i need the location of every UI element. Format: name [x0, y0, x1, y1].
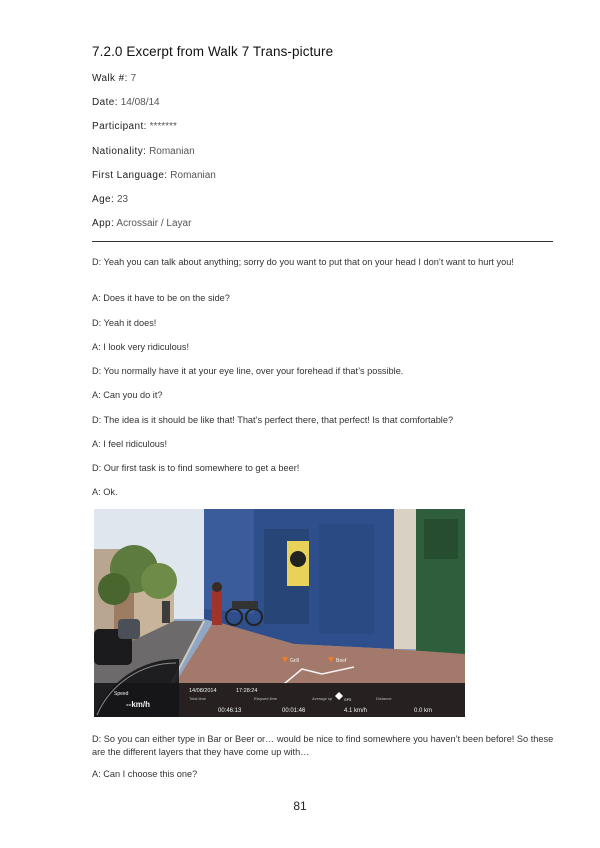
hud-value: 4.1 km/h — [344, 708, 368, 714]
hud-value: 0.0 km — [414, 708, 433, 714]
transcript-line: A: I look very ridiculous! — [92, 342, 190, 352]
speed-value: --km/h — [126, 700, 150, 709]
meta-value: Romanian — [170, 170, 216, 181]
meta-value: ******* — [149, 121, 177, 132]
map-marker-label: Grill — [290, 658, 299, 664]
section-heading: 7.2.0 Excerpt from Walk 7 Trans-picture — [92, 44, 334, 59]
hud-value: 00:01:46 — [282, 708, 306, 714]
transcript-line: D: Yeah it does! — [92, 318, 157, 328]
transcript-line: A: Can you do it? — [92, 390, 163, 400]
map-marker-label: Beef — [336, 658, 347, 664]
hud-date: 14/08/2014 — [189, 688, 217, 694]
meta-value: 23 — [116, 194, 129, 205]
meta-key: Participant: — [92, 121, 147, 132]
meta-key: Age: — [92, 194, 115, 205]
street-photo — [94, 509, 465, 717]
meta-key: Date: — [92, 97, 118, 108]
meta-value: Romanian — [149, 146, 195, 157]
meta-key: Walk #: — [92, 73, 128, 84]
meta-age — [92, 194, 128, 205]
transcript-line: A: I feel ridiculous! — [92, 439, 168, 449]
transcript-line: A: Can I choose this one? — [92, 769, 198, 779]
meta-key: Nationality: — [92, 146, 147, 157]
meta-key: App: — [92, 218, 115, 229]
hud-label: Average sp — [312, 696, 333, 701]
hud-label: Total time — [189, 696, 207, 701]
meta-value: Acrossair / Layar — [116, 218, 192, 229]
meta-key: First Language: — [92, 170, 168, 181]
meta-value: 14/08/14 — [120, 97, 160, 108]
transcript-line: A: Does it have to be on the side? — [92, 293, 230, 303]
meta-walk — [92, 73, 136, 84]
meta-date — [92, 97, 160, 108]
hud-time: 17:28:24 — [236, 688, 258, 694]
meta-app — [92, 218, 191, 229]
speed-label: Speed — [114, 691, 129, 697]
meta-first-language — [92, 170, 216, 181]
transcript-line: D: The idea is it should be like that! That’s perfect there, that perfect! Is that comfortable? — [92, 415, 454, 425]
transcript-line: A: Ok. — [92, 487, 118, 497]
meta-value: 7 — [130, 73, 137, 84]
transcript-line: D: Our first task is to find somewhere to get a beer! — [92, 463, 300, 473]
transcript-line: D: Yeah you can talk about anything; sorry do you want to put that on your head I don’t want to hurt you! — [92, 257, 514, 267]
transcript-line: D: You normally have it at your eye line, over your forehead if that’s possible. — [92, 366, 404, 376]
hud-label: Distance — [376, 696, 392, 701]
page-number: 81 — [293, 799, 307, 813]
hud-label: Elapsed time — [254, 696, 278, 701]
transcript-line: D: So you can either type in Bar or Beer or… would be nice to find somewhere you haven’t been before! So these are the different layers that they have come up with… — [92, 734, 554, 757]
divider — [92, 241, 553, 242]
gps-label: GPS — [344, 698, 352, 702]
meta-nationality — [92, 146, 195, 157]
meta-participant — [92, 121, 177, 132]
hud-value: 00:46:13 — [218, 708, 242, 714]
